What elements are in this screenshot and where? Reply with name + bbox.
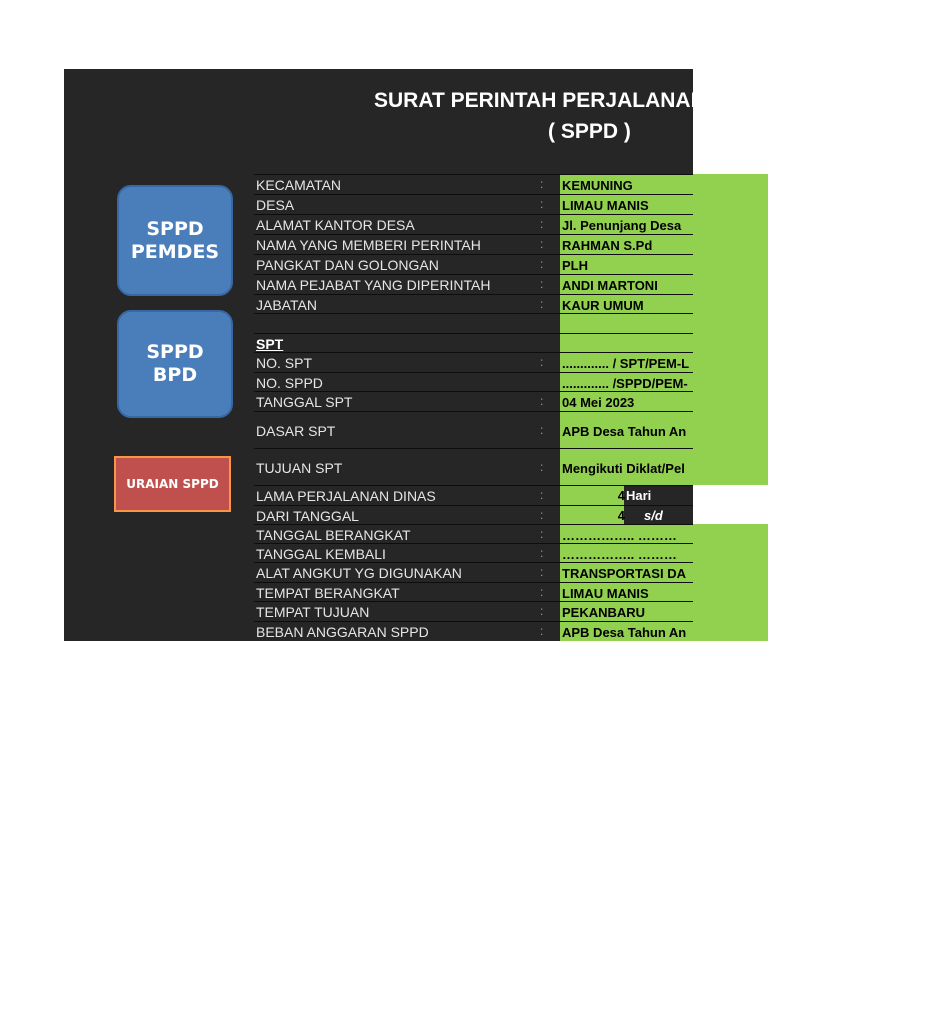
form-row-lama bbox=[254, 485, 693, 505]
form-row-tempat_berangkat bbox=[254, 582, 693, 601]
field-value[interactable] bbox=[560, 622, 693, 641]
field-label: BEBAN ANGGARAN SPPD bbox=[256, 624, 429, 640]
field-value-text: APB Desa Tahun An bbox=[562, 625, 687, 640]
field-value-text: KEMUNING bbox=[562, 178, 633, 193]
days-value[interactable]: 4 bbox=[617, 488, 625, 503]
field-value[interactable] bbox=[560, 563, 693, 582]
sppd-bpd-label-2: BPD bbox=[152, 364, 198, 386]
field-value[interactable] bbox=[560, 215, 693, 234]
field-value-text: …………….. ……… bbox=[562, 547, 677, 562]
field-value[interactable] bbox=[560, 255, 693, 274]
form-row-desa bbox=[254, 194, 693, 214]
uraian-sppd-button[interactable]: URAIAN SPPD bbox=[114, 456, 231, 512]
green-cell-block-top bbox=[693, 174, 768, 485]
field-label: LAMA PERJALANAN DINAS bbox=[256, 488, 436, 504]
field-value[interactable] bbox=[560, 544, 693, 562]
field-value-text: ............. /SPPD/PEM- bbox=[562, 376, 688, 391]
field-value[interactable] bbox=[560, 449, 693, 485]
field-value[interactable] bbox=[560, 314, 693, 333]
form-row-dasar_spt bbox=[254, 411, 693, 448]
field-label: TANGGAL SPT bbox=[256, 394, 353, 410]
form-row-no_spt bbox=[254, 352, 693, 372]
field-value[interactable] bbox=[560, 275, 693, 294]
form-row-jabatan bbox=[254, 294, 693, 313]
colon-separator: : bbox=[540, 460, 544, 474]
field-value-text: ANDI MARTONI bbox=[562, 278, 658, 293]
field-value[interactable] bbox=[560, 412, 693, 448]
colon-separator: : bbox=[540, 546, 544, 560]
sppd-pemdes-label-2: PEMDES bbox=[130, 240, 220, 263]
field-label: DASAR SPT bbox=[256, 423, 336, 439]
field-value-text: LIMAU MANIS bbox=[562, 586, 649, 601]
colon-separator: : bbox=[540, 423, 544, 437]
sppd-pemdes-label-1: SPPD bbox=[146, 217, 204, 240]
page-title: SURAT PERINTAH PERJALANAN DINAS bbox=[374, 89, 777, 112]
field-label: NO. SPT bbox=[256, 355, 313, 371]
field-value-text: ............. / SPT/PEM-L bbox=[562, 356, 690, 371]
field-value[interactable] bbox=[560, 195, 693, 214]
colon-separator: : bbox=[540, 277, 544, 291]
form-row-dari bbox=[254, 505, 693, 524]
colon-separator: : bbox=[540, 237, 544, 251]
field-label: JABATAN bbox=[256, 297, 317, 313]
field-value[interactable] bbox=[560, 525, 693, 543]
form-row-blank bbox=[254, 313, 693, 333]
sppd-pemdes-button[interactable] bbox=[117, 185, 233, 296]
days-value[interactable]: 4 bbox=[617, 508, 625, 523]
until-label: s/d bbox=[644, 508, 663, 523]
form-row-no_sppd bbox=[254, 372, 693, 391]
colon-separator: : bbox=[540, 604, 544, 618]
field-value-text: Jl. Penunjang Desa bbox=[562, 218, 682, 233]
field-value[interactable] bbox=[560, 583, 693, 601]
field-value[interactable] bbox=[560, 235, 693, 254]
field-label: NAMA YANG MEMBERI PERINTAH bbox=[256, 237, 481, 253]
colon-separator: : bbox=[540, 257, 544, 271]
field-label: ALAMAT KANTOR DESA bbox=[256, 217, 415, 233]
colon-separator: : bbox=[540, 297, 544, 311]
colon-separator: : bbox=[540, 527, 544, 541]
colon-separator: : bbox=[540, 624, 544, 638]
form-row-pemberi bbox=[254, 234, 693, 254]
form-row-tanggal_spt bbox=[254, 391, 693, 411]
field-label: TEMPAT TUJUAN bbox=[256, 604, 370, 620]
field-value-text: LIMAU MANIS bbox=[562, 198, 649, 213]
field-value[interactable] bbox=[560, 602, 693, 621]
spreadsheet-area bbox=[64, 69, 777, 641]
field-value-text: PLH bbox=[562, 258, 588, 273]
page-subtitle: ( SPPD ) bbox=[548, 120, 631, 143]
sppd-bpd-button[interactable] bbox=[117, 310, 233, 418]
colon-separator: : bbox=[540, 394, 544, 408]
field-label: TANGGAL KEMBALI bbox=[256, 546, 386, 562]
field-value-text: 04 Mei 2023 bbox=[562, 395, 635, 410]
colon-separator: : bbox=[540, 508, 544, 522]
days-unit-label: Hari bbox=[626, 488, 652, 503]
field-label: TUJUAN SPT bbox=[256, 460, 343, 476]
field-value-text: TRANSPORTASI DA bbox=[562, 566, 686, 581]
sppd-form-table bbox=[254, 174, 693, 641]
form-row-kembali bbox=[254, 543, 693, 562]
field-value-text: PEKANBARU bbox=[562, 605, 646, 620]
form-row-tujuan_spt bbox=[254, 448, 693, 485]
colon-separator: : bbox=[540, 177, 544, 191]
field-value[interactable] bbox=[560, 334, 693, 352]
field-label: NAMA PEJABAT YANG DIPERINTAH bbox=[256, 277, 491, 293]
field-label: ALAT ANGKUT YG DIGUNAKAN bbox=[256, 565, 462, 581]
field-value-text: APB Desa Tahun An bbox=[562, 424, 687, 439]
form-row-spt_section bbox=[254, 333, 693, 352]
field-label: SPT bbox=[256, 336, 284, 352]
form-row-alamat bbox=[254, 214, 693, 234]
field-label: DESA bbox=[256, 197, 295, 213]
field-value-text: Mengikuti Diklat/Pel bbox=[562, 461, 685, 476]
colon-separator: : bbox=[540, 197, 544, 211]
field-value[interactable] bbox=[560, 295, 693, 313]
colon-separator: : bbox=[540, 217, 544, 231]
colon-separator: : bbox=[540, 565, 544, 579]
field-label: TEMPAT BERANGKAT bbox=[256, 585, 400, 601]
form-row-berangkat bbox=[254, 524, 693, 543]
field-label: TANGGAL BERANGKAT bbox=[256, 527, 411, 543]
colon-separator: : bbox=[540, 488, 544, 502]
field-value[interactable] bbox=[560, 392, 693, 411]
colon-separator: : bbox=[540, 355, 544, 369]
field-value-text: KAUR UMUM bbox=[562, 298, 644, 313]
field-value[interactable] bbox=[560, 353, 693, 372]
form-row-alat bbox=[254, 562, 693, 582]
field-label: KECAMATAN bbox=[256, 177, 342, 193]
form-row-beban bbox=[254, 621, 693, 641]
form-row-kecamatan bbox=[254, 174, 693, 194]
form-row-pejabat bbox=[254, 274, 693, 294]
form-row-tempat_tujuan bbox=[254, 601, 693, 621]
field-value[interactable] bbox=[560, 175, 693, 194]
field-value-text: RAHMAN S.Pd bbox=[562, 238, 653, 253]
field-value[interactable] bbox=[560, 373, 693, 391]
sppd-bpd-label-1: SPPD bbox=[146, 341, 204, 363]
field-label: NO. SPPD bbox=[256, 375, 323, 391]
field-value-text: …………….. ……… bbox=[562, 528, 677, 543]
form-row-pangkat bbox=[254, 254, 693, 274]
green-cell-block-bottom bbox=[693, 524, 768, 641]
field-label: DARI TANGGAL bbox=[256, 508, 359, 524]
colon-separator: : bbox=[540, 585, 544, 599]
field-label: PANGKAT DAN GOLONGAN bbox=[256, 257, 439, 273]
